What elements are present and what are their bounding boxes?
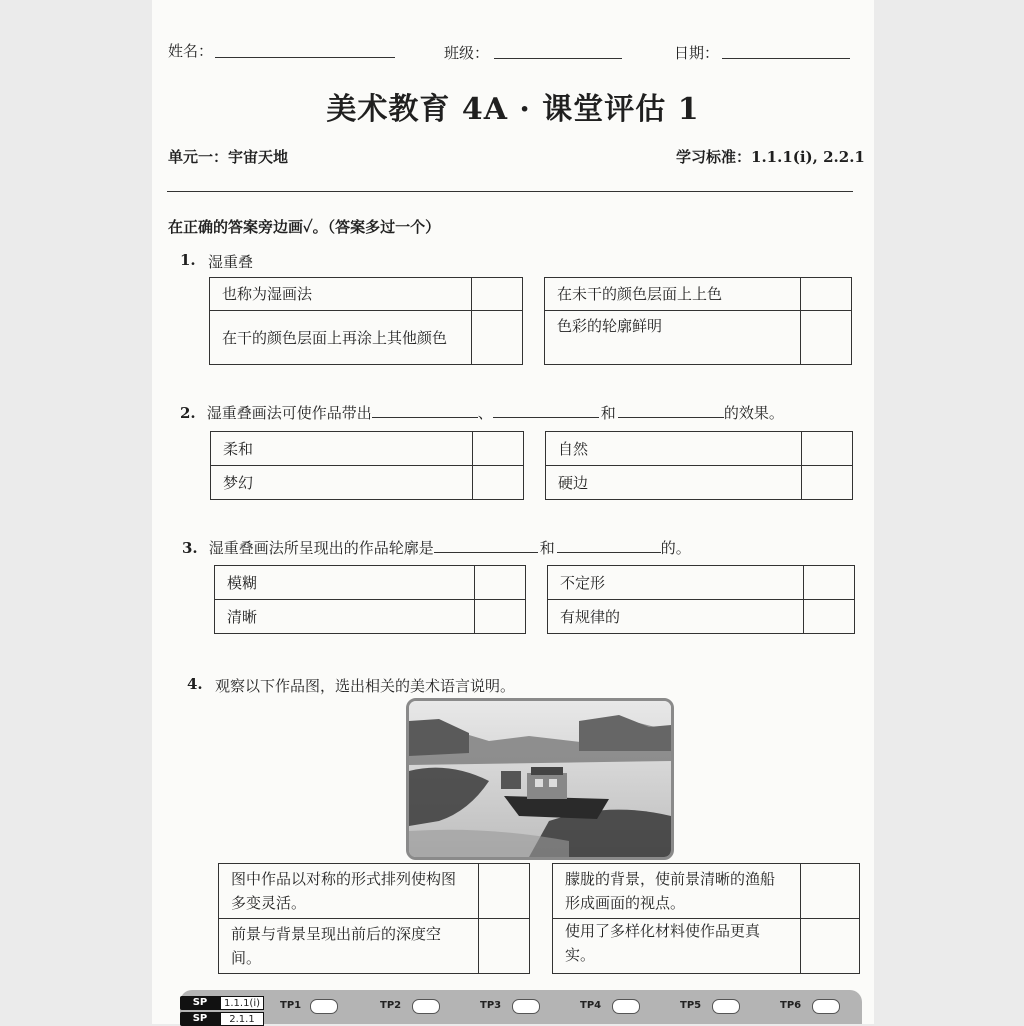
- answer-checkbox[interactable]: [479, 919, 530, 974]
- option-text: 硬边: [546, 466, 802, 500]
- answer-blank[interactable]: [434, 538, 538, 553]
- answer-checkbox[interactable]: [472, 311, 523, 365]
- question-4-number: 4.: [187, 675, 203, 693]
- question-2: [180, 402, 784, 423]
- option-text: 梦幻: [211, 466, 473, 500]
- question-3-right-options: [547, 565, 855, 634]
- tp4-label: TP4: [580, 1000, 602, 1011]
- option-text: 模糊: [215, 566, 475, 600]
- answer-checkbox[interactable]: [804, 600, 855, 634]
- tp2-oval[interactable]: [412, 999, 440, 1014]
- name-label: 姓名：: [168, 42, 214, 60]
- question-3: [182, 537, 691, 558]
- answer-checkbox[interactable]: [801, 919, 860, 974]
- tp6-label: TP6: [780, 1000, 802, 1011]
- tp6-oval[interactable]: [812, 999, 840, 1014]
- question-2-separator-2: 和: [600, 404, 616, 422]
- question-2-text-a: 湿重叠画法可使作品带出: [206, 404, 372, 422]
- answer-checkbox[interactable]: [804, 566, 855, 600]
- tp5-oval[interactable]: [712, 999, 740, 1014]
- question-2-text-b: 的效果。: [723, 404, 784, 422]
- name-field[interactable]: [215, 56, 395, 58]
- boat-painting: [409, 701, 671, 857]
- question-4-right-options: [552, 863, 860, 974]
- answer-checkbox[interactable]: [479, 864, 530, 919]
- question-2-separator-1: 、: [477, 404, 493, 422]
- question-1-left-options: [209, 277, 523, 365]
- question-1-number: 1.: [180, 251, 196, 269]
- sp-value: 1.1.1(i): [220, 996, 264, 1010]
- option-text: 有规律的: [548, 600, 804, 634]
- answer-blank[interactable]: [493, 403, 599, 418]
- answer-checkbox[interactable]: [801, 311, 852, 365]
- answer-checkbox[interactable]: [802, 432, 853, 466]
- worksheet-page: [152, 0, 874, 1024]
- sp-label: SP: [180, 1012, 220, 1026]
- question-3-text-b: 的。: [660, 539, 691, 557]
- option-text: 色彩的轮廓鲜明: [545, 311, 801, 365]
- option-text: 前景与背景呈现出前后的深度空间。: [219, 919, 479, 974]
- answer-checkbox[interactable]: [473, 432, 524, 466]
- question-4-text: 观察以下作品图，选出相关的美术语言说明。: [215, 677, 516, 695]
- question-3-separator: 和: [539, 539, 555, 557]
- question-2-left-options: [210, 431, 524, 500]
- answer-blank[interactable]: [372, 403, 478, 418]
- question-3-text-a: 湿重叠画法所呈现出的作品轮廓是: [208, 539, 434, 557]
- tp1-label: TP1: [280, 1000, 302, 1011]
- learning-standards: 学习标准：1.1.1(i), 2.2.1: [676, 148, 865, 166]
- option-text: 清晰: [215, 600, 475, 634]
- answer-checkbox[interactable]: [473, 466, 524, 500]
- option-text: 自然: [546, 432, 802, 466]
- tp1-oval[interactable]: [310, 999, 338, 1014]
- page-title: 美术教育 4A · 课堂评估 1: [326, 92, 700, 127]
- option-text: 在干的颜色层面上再涂上其他颜色: [210, 311, 472, 365]
- tp2-label: TP2: [380, 1000, 402, 1011]
- option-text: 在未干的颜色层面上上色: [545, 278, 801, 311]
- answer-checkbox[interactable]: [475, 566, 526, 600]
- tp3-oval[interactable]: [512, 999, 540, 1014]
- date-label: 日期：: [674, 44, 720, 62]
- answer-checkbox[interactable]: [801, 864, 860, 919]
- instruction: 在正确的答案旁边画✓。（答案多过一个）: [168, 218, 441, 236]
- tp4-oval[interactable]: [612, 999, 640, 1014]
- sp-label: SP: [180, 996, 220, 1010]
- option-text: 柔和: [211, 432, 473, 466]
- option-text: 不定形: [548, 566, 804, 600]
- question-3-left-options: [214, 565, 526, 634]
- option-text: 朦胧的背景，使前景清晰的渔船形成画面的视点。: [553, 864, 801, 919]
- answer-checkbox[interactable]: [802, 466, 853, 500]
- answer-checkbox[interactable]: [475, 600, 526, 634]
- unit-label: 单元一：宇宙天地: [168, 148, 289, 166]
- tp5-label: TP5: [680, 1000, 702, 1011]
- assessment-footer: [180, 990, 862, 1024]
- date-field[interactable]: [722, 57, 850, 59]
- answer-checkbox[interactable]: [472, 278, 523, 311]
- option-text: 使用了多样化材料使作品更真实。: [553, 919, 801, 974]
- divider: [167, 191, 853, 192]
- option-text: 也称为湿画法: [210, 278, 472, 311]
- artwork-image: [406, 698, 674, 860]
- question-1-text: 湿重叠: [208, 253, 254, 271]
- option-text: 图中作品以对称的形式排列使构图多变灵活。: [219, 864, 479, 919]
- question-1-right-options: [544, 277, 852, 365]
- tp3-label: TP3: [480, 1000, 502, 1011]
- question-2-number: 2.: [180, 404, 196, 422]
- answer-blank[interactable]: [557, 538, 661, 553]
- class-field[interactable]: [494, 57, 622, 59]
- answer-checkbox[interactable]: [801, 278, 852, 311]
- class-label: 班级：: [444, 44, 490, 62]
- question-3-number: 3.: [182, 539, 198, 557]
- question-4-left-options: [218, 863, 530, 974]
- sp-value: 2.1.1: [220, 1012, 264, 1026]
- answer-blank[interactable]: [618, 403, 724, 418]
- question-2-right-options: [545, 431, 853, 500]
